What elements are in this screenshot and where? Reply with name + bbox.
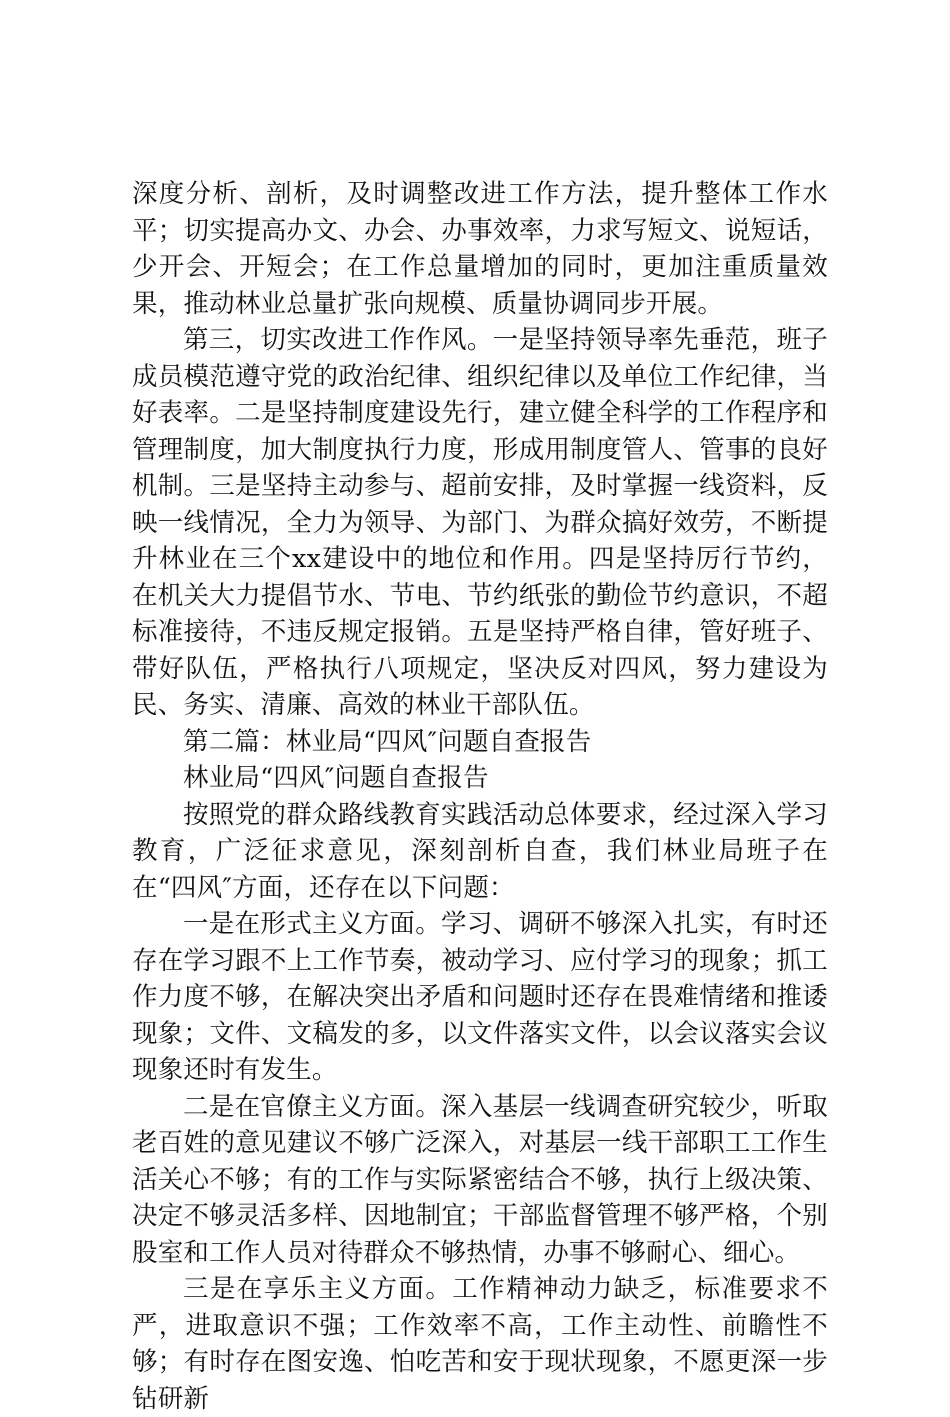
- paragraph-formalism: 一是在形式主义方面。学习、调研不够深入扎实，有时还存在学习跟不上工作节奏，被动学习、应付学习的现象；抓工作力度不够，在解决突出矛盾和问题时还存在畏难情绪和推诿现象；文件、文稿发的多，以文件落实文件，以会议落实会议现象还时有发生。: [132, 909, 828, 1085]
- paragraph-bureaucratism: 二是在官僚主义方面。深入基层一线调查研究较少，听取老百姓的意见建议不够广泛深入，对基层一线干部职工工作生活关心不够；有的工作与实际紧密结合不够，执行上级决策、决定不够灵活多样、因地制宜；干部监督管理不够严格，个别股室和工作人员对待群众不够热情，办事不够耐心、细心。: [132, 1091, 828, 1268]
- report-title: 林业局“四风″问题自查报告: [183, 763, 489, 793]
- paragraph-intro: 按照党的群众路线教育实践活动总体要求，经过深入学习教育，广泛征求意见，深刻剖析自查，我们林业局班子在在“四风″方面，还存在以下问题：: [132, 799, 828, 903]
- paragraph-continuation: 深度分析、剖析，及时调整改进工作方法，提升整体工作水平；切实提高办文、办会、办事效率，力求写短文、说短话，少开会、开短会；在工作总量增加的同时，更加注重质量效果，推动林业总量扩张向规模、质量协调同步开展。: [132, 179, 828, 319]
- paragraph-work-style: 第三，切实改进工作作风。一是坚持领导率先垂范，班子成员模范遵守党的政治纪律、组织纪律以及单位工作纪律，当好表率。二是坚持制度建设先行，建立健全科学的工作程序和管理制度，加大制度执行力度，形成用制度管人、管事的良好机制。三是坚持主动参与、超前安排，及时掌握一线资料，反映一线情况，全力为领导、为部门、为群众搞好效劳，不断提升林业在三个xx建设中的地位和作用。四是坚持厉行节约，在机关大力提倡节水、节电、节约纸张的勤俭节约意识，不超标准接待，不违反规定报销。五是坚持严格自律，管好班子、带好队伍，严格执行八项规定，坚决反对四风，努力建设为民、务实、清廉、高效的林业干部队伍。: [132, 325, 828, 720]
- paragraph-hedonism: 三是在享乐主义方面。工作精神动力缺乏，标准要求不严，进取意识不强；工作效率不高，工作主动性、前瞻性不够；有时存在图安逸、怕吃苦和安于现状现象，不愿更深一步钻研新: [132, 1274, 828, 1414]
- section-heading: 第二篇：林业局“四风″问题自查报告: [183, 726, 592, 757]
- document-body: [132, 176, 828, 1417]
